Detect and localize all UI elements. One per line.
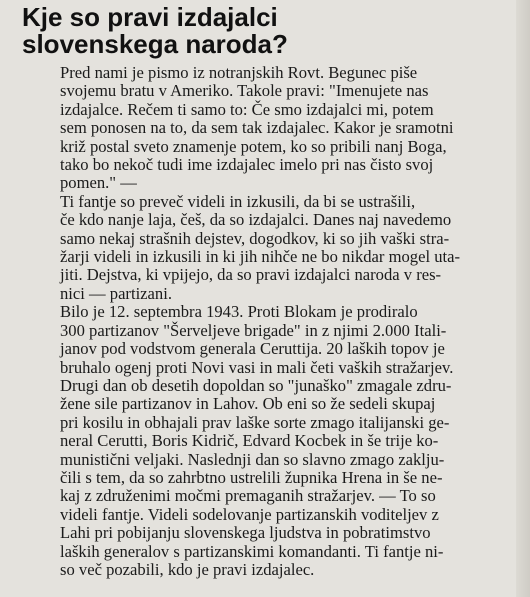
text-line: so več pozabili, kdo je pravi izdajalec.: [60, 559, 315, 579]
text-line: nici — partizani.: [60, 283, 172, 303]
text-line: Lahi pri pobijanju slovenskega ljudstva in pobratimstvo: [60, 523, 431, 543]
text-line: če kdo nanje laja, češ, da so izdajalci. Danes naj navedemo: [60, 210, 452, 230]
text-line: 300 partizanov "Šerveljeve brigade" in z njimi 2.000 Itali-: [60, 320, 447, 340]
newspaper-article: [22, 4, 520, 597]
text-line: žarji videli in izkusili in ki jih nihče ne bo nikdar mogel uta-: [60, 247, 461, 267]
text-line: izdajalce. Rečem ti samo to: Če smo izdajalci mi, potem: [60, 99, 434, 119]
paragraph-facts: [22, 193, 520, 303]
paragraph-september-1943: [22, 303, 520, 579]
text-line: svojemu bratu v Ameriko. Takole pravi: "Imenujete nas: [60, 81, 429, 101]
text-line: laških generalov s partizanskimi komandanti. Ti fantje ni-: [60, 541, 444, 561]
text-line: janov pod vodstvom generala Ceruttija. 20 laških topov je: [60, 339, 445, 359]
text-line: Pred nami je pismo iz notranjskih Rovt. Begunec piše: [60, 63, 418, 82]
headline-line: slovenskega naroda?: [22, 29, 288, 59]
text-line: munistični veljaki. Naslednji dan so slavno zmago zaklju-: [60, 449, 445, 469]
text-line: žene sile partizanov in Lahov. Ob eni so že sedeli skupaj: [60, 394, 436, 414]
text-line: čili s tem, da so zahrbtno ustrelili župnika Hrena in še ne-: [60, 467, 443, 487]
text-line: Drugi dan ob desetih dopoldan so "junaško" zmagale zdru-: [60, 375, 452, 395]
text-line: pomen." —: [60, 173, 137, 193]
text-line: videli fantje. Videli sodelovanje partizanskih voditeljev z: [60, 504, 439, 524]
text-line: tako bo nekoč tudi ime izdajalec imelo pri nas čisto svoj: [60, 155, 434, 175]
paragraph-letter-quote: [22, 64, 520, 193]
text-line: Ti fantje so preveč videli in izkusili, da bi se ustrašili,: [60, 191, 416, 211]
headline-line: Kje so pravi izdajalci: [22, 4, 278, 32]
text-line: pri kosilu in obhajali prav laške sorte zmago italijanski ge-: [60, 412, 450, 432]
text-line: jiti. Dejstva, ki vpijejo, da so pravi izdajalci naroda v res-: [60, 265, 442, 285]
text-line: neral Cerutti, Boris Kidrič, Edvard Kocbek in še trije ko-: [60, 431, 439, 451]
text-line: bruhalo ogenj proti Novi vasi in mali četi vaških stražarjev.: [60, 357, 454, 377]
text-line: sem ponosen na to, da sem tak izdajalec. Kakor je sramotni: [60, 118, 454, 138]
text-line: Bilo je 12. septembra 1943. Proti Blokam je prodiralo: [60, 302, 418, 322]
text-line: kaj z združenimi močmi premaganih stražarjev. — To so: [60, 486, 436, 506]
text-line: samo nekaj strašnih dejstev, dogodkov, ki so jih vaški stra-: [60, 228, 450, 248]
article-headline: [22, 4, 520, 58]
text-line: križ postal sveto znamenje potem, ko so pribili nanj Boga,: [60, 136, 447, 156]
